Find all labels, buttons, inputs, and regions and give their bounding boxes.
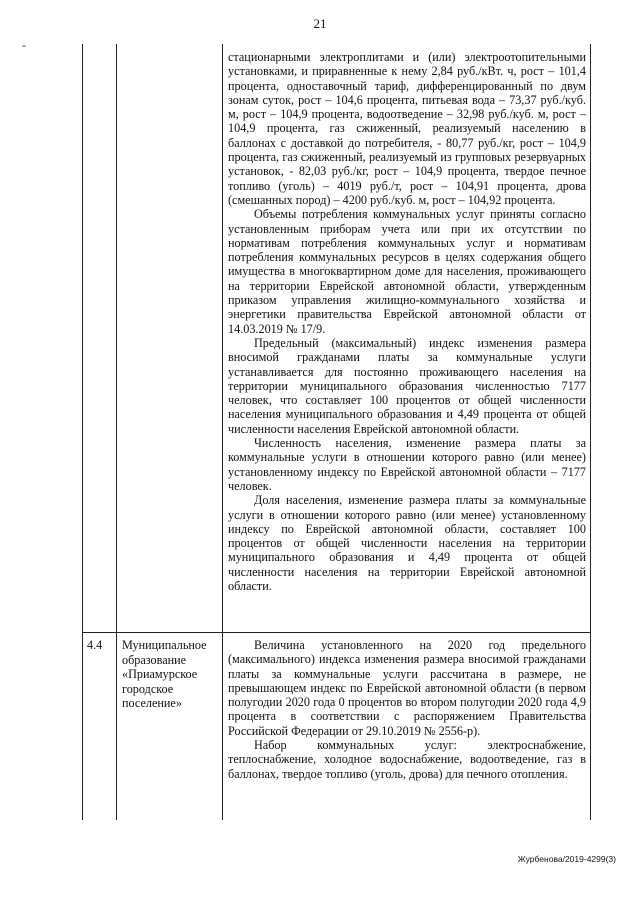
row-separator (82, 632, 590, 633)
margin-mark: - (22, 38, 26, 52)
paragraph-population-share: Доля населения, изменение размера платы за коммунальные услуги в отношении которого равно (или менее) установленному индексу по Еврейской автономной области, составляет 100 процентов от общей численности населения на территории муниципального образования и 4,49 процента от общей численности населения на территории Еврейской автономной области. (228, 493, 586, 593)
page-number: 21 (313, 16, 327, 31)
table-divider-num (116, 44, 117, 820)
document-table (82, 44, 592, 820)
table-border-right (590, 44, 591, 820)
table-border-left (82, 44, 83, 820)
municipality-name: Муниципальное образование «Приамурское городское поселение» (122, 638, 207, 710)
paragraph-population: Численность населения, изменение размера платы за коммунальные услуги в отношении которого равно (или менее) установленному индексу по Еврейской автономной области – 7177 человек. (228, 436, 586, 493)
paragraph-services-set: Набор коммунальных услуг: электроснабжение, теплоснабжение, холодное водоснабжение, водоотведение, газ в баллонах, твердое топливо (уголь, дрова) для печного отопления. (228, 738, 586, 781)
upper-text-block (228, 50, 586, 593)
paragraph-max-index: Предельный (максимальный) индекс изменения размера вносимой гражданами платы за коммунальные услуги устанавливается для постоянно проживающего населения на территории муниципального образования численностью 7177 человек, что составляет 100 процентов от общей численности населения муниципального образования и 4,49 процента от общей численности населения Еврейской автономной области. (228, 335, 586, 436)
paragraph-tariffs: стационарными электроплитами и (или) электроотопительными установками, и приравненные к нему 2,84 руб./кВт. ч, рост – 101,4 процента, одноставочный тариф, дифференцированный по двум зонам суток, рост – 104,6 процента, питьевая вода – 73,37 руб./куб. м, рост – 104,9 процента, водоотведение – 32,98 руб./куб. м, рост – 104,9 процента, газ сжиженный, реализуемый населению в баллонах с доставкой до потребителя, - 80,77 руб./кг, рост – 104,9 процента, газ сжиженный, реализуемый из групповых резервуарных установок, - 82,03 руб./кг, рост – 104,9 процента, твердое печное топливо (уголь) – 4019 руб./т, рост – 104,91 процента, дрова (смешанных пород) – 4200 руб./куб. м, рост – 104,92 процента. (228, 50, 586, 207)
row-number: 4.4 (87, 638, 103, 652)
paragraph-index-value: Величина установленного на 2020 год предельного (максимального) индекса изменения размера вносимой гражданами платы за коммунальные услуги рассчитана в размере, не превышающем индекс по Еврейской автономной области (в первом полугодии 2020 года 0 процентов во втором полугодии 2020 года 4,9 процента в соответствии с распоряжением Правительства Российской Федерации от 29.10.2019 № 2556-р). (228, 638, 586, 738)
paragraph-consumption: Объемы потребления коммунальных услуг приняты согласно установленным приборам учета или при их отсутствии по нормативам потребления коммунальных услуг и нормативам потребления коммунальных ресурсов в целях содержания общего имущества в многоквартирном доме для населения, проживающего на территории Еврейской автономной области, утвержденным приказом управления жилищно-коммунального хозяйства и энергетики правительства Еврейской автономной области от 14.03.2019 № 17/9. (228, 207, 586, 336)
table-divider-name (222, 44, 223, 820)
document-footer: Журбенова/2019-4299(3) (517, 854, 616, 864)
row-44-text-block (228, 638, 586, 781)
